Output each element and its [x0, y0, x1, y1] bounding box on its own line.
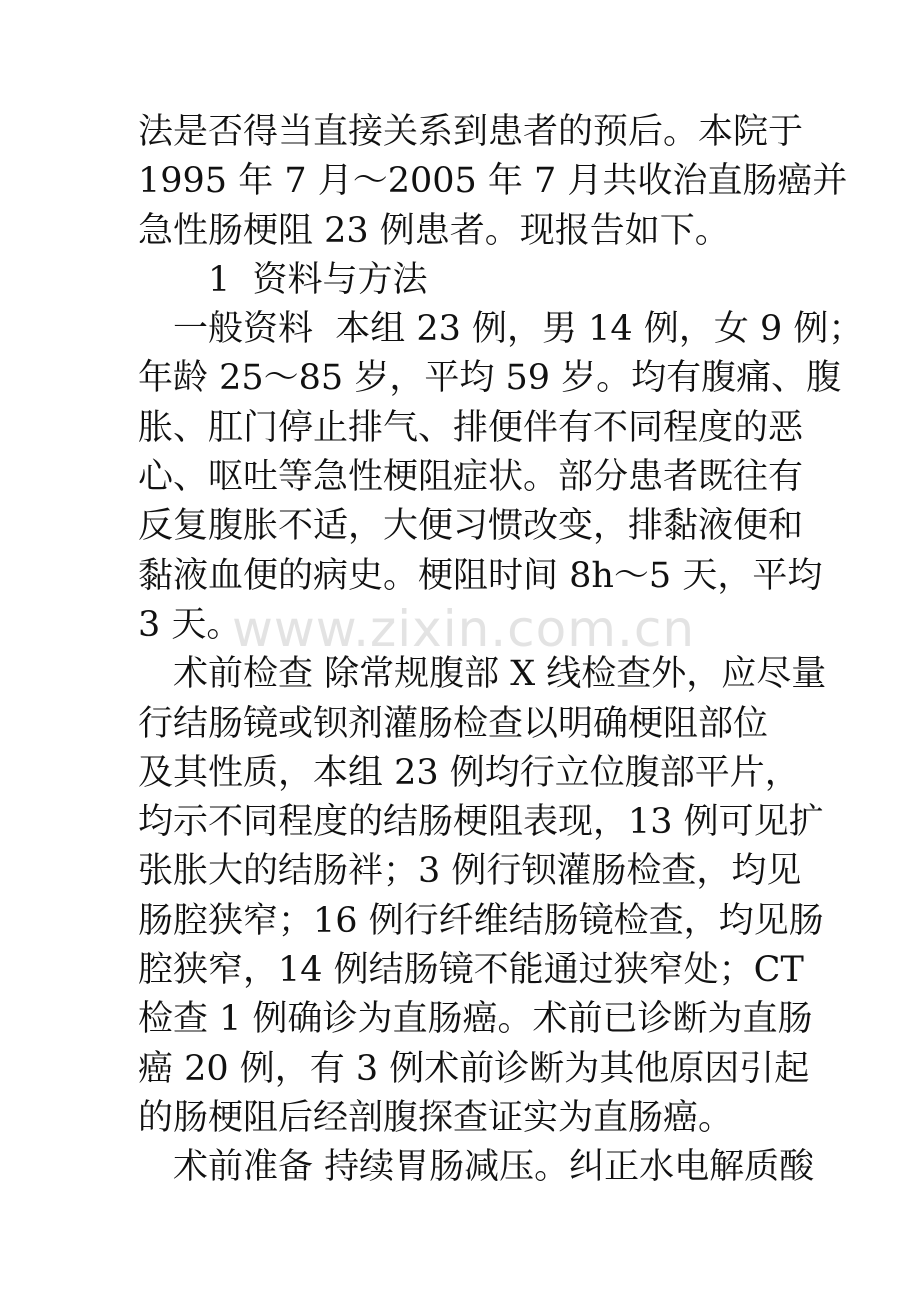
text-line: 及其性质，本组 23 例均行立位腹部平片， — [138, 752, 800, 793]
text-line: 心、呕吐等急性梗阻症状。部分患者既往有 — [138, 457, 804, 498]
text-line: 术前检查 除常规腹部 X 线检查外，应尽量 — [173, 654, 827, 695]
text-line: 张胀大的结肠袢；3 例行钡灌肠检查，均见 — [138, 851, 802, 892]
text-line: 腔狭窄，14 例结肠镜不能通过狭窄处；CT — [138, 950, 804, 991]
section-heading: 1 资料与方法 — [208, 259, 428, 300]
text-line: 1995 年 7 月～2005 年 7 月共收治直肠癌并 — [138, 161, 848, 202]
text-line: 肠腔狭窄；16 例行纤维结肠镜检查，均见肠 — [138, 900, 824, 941]
text-line: 一般资料 本组 23 例，男 14 例，女 9 例； — [173, 309, 864, 350]
text-line: 胀、肛门停止排气、排便伴有不同程度的恶 — [138, 407, 804, 448]
text-line: 年龄 25～85 岁，平均 59 岁。均有腹痛、腹 — [138, 358, 842, 399]
text-line: 术前准备 持续胃肠减压。纠正水电解质酸 — [173, 1147, 815, 1188]
text-line: 的肠梗阻后经剖腹探查证实为直肠癌。 — [138, 1097, 734, 1138]
text-line: 法是否得当直接关系到患者的预后。本院于 — [138, 112, 804, 152]
watermark: www.zixin.com.cn — [232, 600, 696, 658]
text-line: 癌 20 例，有 3 例术前诊断为其他原因引起 — [138, 1048, 810, 1089]
text-line: 急性肠梗阻 23 例患者。现报告如下。 — [138, 210, 730, 251]
text-line: 检查 1 例确诊为直肠癌。术前已诊断为直肠 — [138, 999, 813, 1040]
document-body — [138, 108, 864, 1193]
text-line: 均示不同程度的结肠梗阻表现，13 例可见扩 — [138, 802, 824, 843]
text-line: 3 天。 — [138, 604, 242, 645]
text-line: 反复腹胀不适，大便习惯改变，排黏液便和 — [138, 506, 804, 547]
text-line: 行结肠镜或钡剂灌肠检查以明确梗阻部位 — [138, 703, 769, 744]
text-line: 黏液血便的病史。梗阻时间 8h～5 天，平均 — [138, 555, 823, 596]
